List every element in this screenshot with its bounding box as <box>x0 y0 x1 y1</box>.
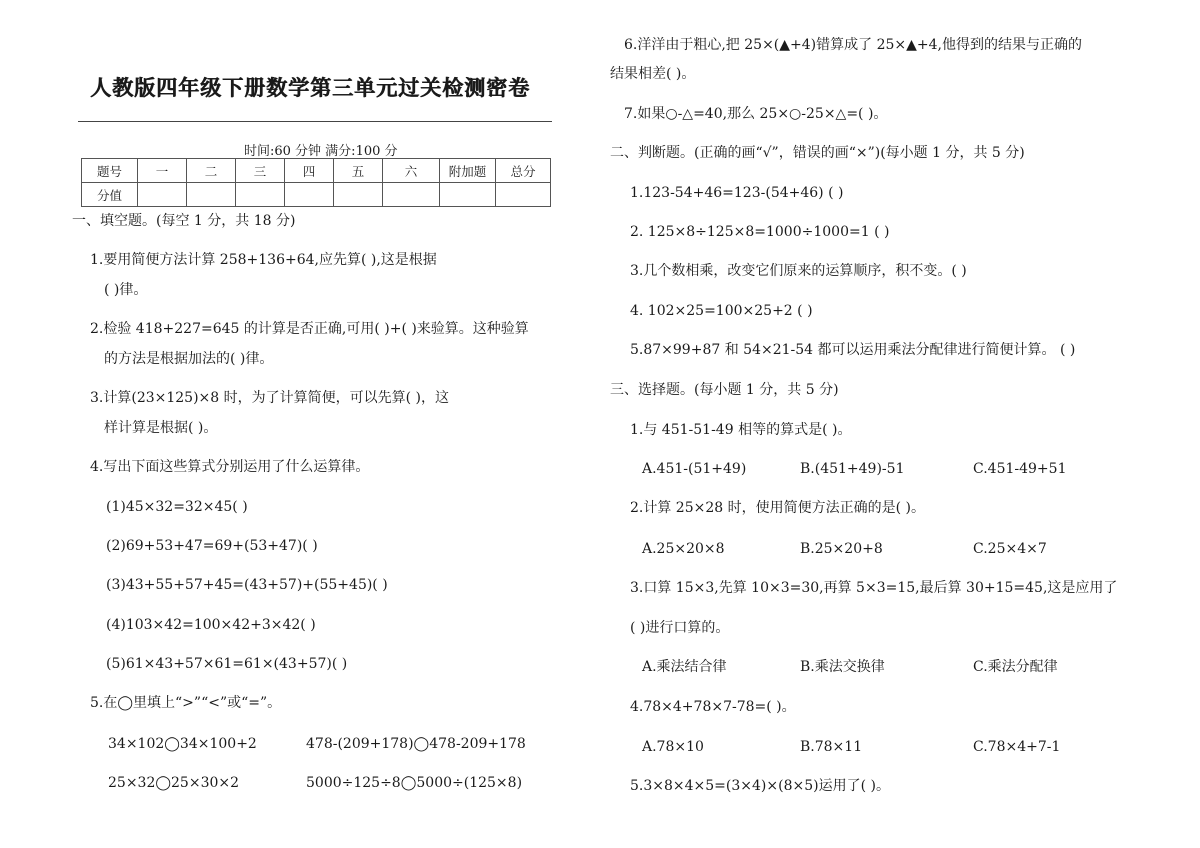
score-header-cell: 五 <box>334 159 383 183</box>
choice-4-option-a[interactable]: A.78×10 <box>642 739 704 755</box>
section-2-heading: 二、判断题。(正确的画“√”，错误的画“×”)(每小题 1 分，共 5 分) <box>610 145 1025 161</box>
question-5-item-b: 478-(209+178)◯478-209+178 <box>306 736 526 752</box>
choice-3-option-b[interactable]: B.乘法交换律 <box>800 659 885 675</box>
judge-2: 2. 125×8÷125×8=1000÷1000=1 ( ) <box>630 224 890 240</box>
question-5: 5.在◯里填上“>”“<”或“=”。 <box>90 695 282 711</box>
question-7: 7.如果○-△=40,那么 25×○-25×△=( )。 <box>624 106 888 122</box>
judge-3: 3.几个数相乘，改变它们原来的运算顺序，积不变。( ) <box>630 263 967 279</box>
question-5-item-d: 5000÷125÷8◯5000÷(125×8) <box>306 775 523 791</box>
score-header-cell: 四 <box>285 159 334 183</box>
title-divider <box>78 121 552 122</box>
time-info: 时间:60 分钟 满分:100 分 <box>244 144 398 159</box>
judge-4: 4. 102×25=100×25+2 ( ) <box>630 303 813 319</box>
choice-3-option-c[interactable]: C.乘法分配律 <box>973 659 1058 675</box>
score-header-cell: 总分 <box>496 159 551 183</box>
question-3-line-2: 样计算是根据( )。 <box>104 420 218 436</box>
right-column <box>600 0 1200 848</box>
question-4-item-5: (5)61×43+57×61=61×(43+57)( ) <box>106 656 348 672</box>
score-value-cell[interactable] <box>496 183 551 207</box>
score-table-header-row <box>82 159 551 183</box>
score-value-cell[interactable] <box>236 183 285 207</box>
score-value-cell[interactable] <box>334 183 383 207</box>
choice-2-option-c[interactable]: C.25×4×7 <box>973 541 1047 557</box>
choice-1-option-c[interactable]: C.451-49+51 <box>973 461 1067 477</box>
choice-4-option-c[interactable]: C.78×4+7-1 <box>973 739 1061 755</box>
choice-1-option-b[interactable]: B.(451+49)-51 <box>800 461 905 477</box>
question-4-item-2: (2)69+53+47=69+(53+47)( ) <box>106 538 318 554</box>
question-1-line-1: 1.要用简便方法计算 258+136+64,应先算( ),这是根据 <box>90 252 437 268</box>
question-4: 4.写出下面这些算式分别运用了什么运算律。 <box>90 459 370 475</box>
score-row-label: 分值 <box>82 183 138 207</box>
score-value-cell[interactable] <box>383 183 440 207</box>
section-1-heading: 一、填空题。(每空 1 分，共 18 分) <box>72 213 296 229</box>
choice-3-line-1: 3.口算 15×3,先算 10×3=30,再算 5×3=15,最后算 30+15=45,这是应用了 <box>630 580 1118 596</box>
page-title: 人教版四年级下册数学第三单元过关检测密卷 <box>90 75 530 100</box>
score-value-cell[interactable] <box>440 183 496 207</box>
question-6-line-2: 结果相差( )。 <box>610 66 696 82</box>
score-header-cell: 附加题 <box>440 159 496 183</box>
question-4-item-4: (4)103×42=100×42+3×42( ) <box>106 617 316 633</box>
score-value-cell[interactable] <box>285 183 334 207</box>
score-header-cell: 六 <box>383 159 440 183</box>
score-value-cell[interactable] <box>187 183 236 207</box>
question-5-item-a: 34×102◯34×100+2 <box>108 736 257 752</box>
question-2-line-1: 2.检验 418+227=645 的计算是否正确,可用( )+( )来验算。这种验算 <box>90 321 529 337</box>
score-header-cell: 二 <box>187 159 236 183</box>
section-3-heading: 三、选择题。(每小题 1 分，共 5 分) <box>610 382 839 398</box>
choice-4: 4.78×4+78×7-78=( )。 <box>630 699 796 715</box>
question-2-line-2: 的方法是根据加法的( )律。 <box>104 351 274 367</box>
choice-3-line-2: ( )进行口算的。 <box>630 620 730 636</box>
choice-5: 5.3×8×4×5=(3×4)×(8×5)运用了( )。 <box>630 778 890 794</box>
question-5-item-c: 25×32◯25×30×2 <box>108 775 240 791</box>
question-4-item-3: (3)43+55+57+45=(43+57)+(55+45)( ) <box>106 577 388 593</box>
question-1-line-2: ( )律。 <box>104 282 148 298</box>
score-header-cell: 三 <box>236 159 285 183</box>
score-value-cell[interactable] <box>138 183 187 207</box>
choice-3-option-a[interactable]: A.乘法结合律 <box>642 659 727 675</box>
score-table <box>81 158 551 207</box>
score-header-cell: 一 <box>138 159 187 183</box>
score-header-cell: 题号 <box>82 159 138 183</box>
choice-2-option-b[interactable]: B.25×20+8 <box>800 541 883 557</box>
question-4-item-1: (1)45×32=32×45( ) <box>106 499 248 515</box>
judge-5: 5.87×99+87 和 54×21-54 都可以运用乘法分配律进行简便计算。 ( ) <box>630 342 1076 358</box>
question-6-line-1: 6.洋洋由于粗心,把 25×(▲+4)错算成了 25×▲+4,他得到的结果与正确的 <box>624 37 1082 53</box>
judge-1: 1.123-54+46=123-(54+46) ( ) <box>630 185 844 201</box>
question-3-line-1: 3.计算(23×125)×8 时，为了计算简便，可以先算( )，这 <box>90 390 450 406</box>
score-table-value-row <box>82 183 551 207</box>
choice-1: 1.与 451-51-49 相等的算式是( )。 <box>630 422 852 438</box>
choice-1-option-a[interactable]: A.451-(51+49) <box>642 461 747 477</box>
choice-4-option-b[interactable]: B.78×11 <box>800 739 863 755</box>
choice-2: 2.计算 25×28 时，使用简便方法正确的是( )。 <box>630 500 925 516</box>
choice-2-option-a[interactable]: A.25×20×8 <box>642 541 725 557</box>
